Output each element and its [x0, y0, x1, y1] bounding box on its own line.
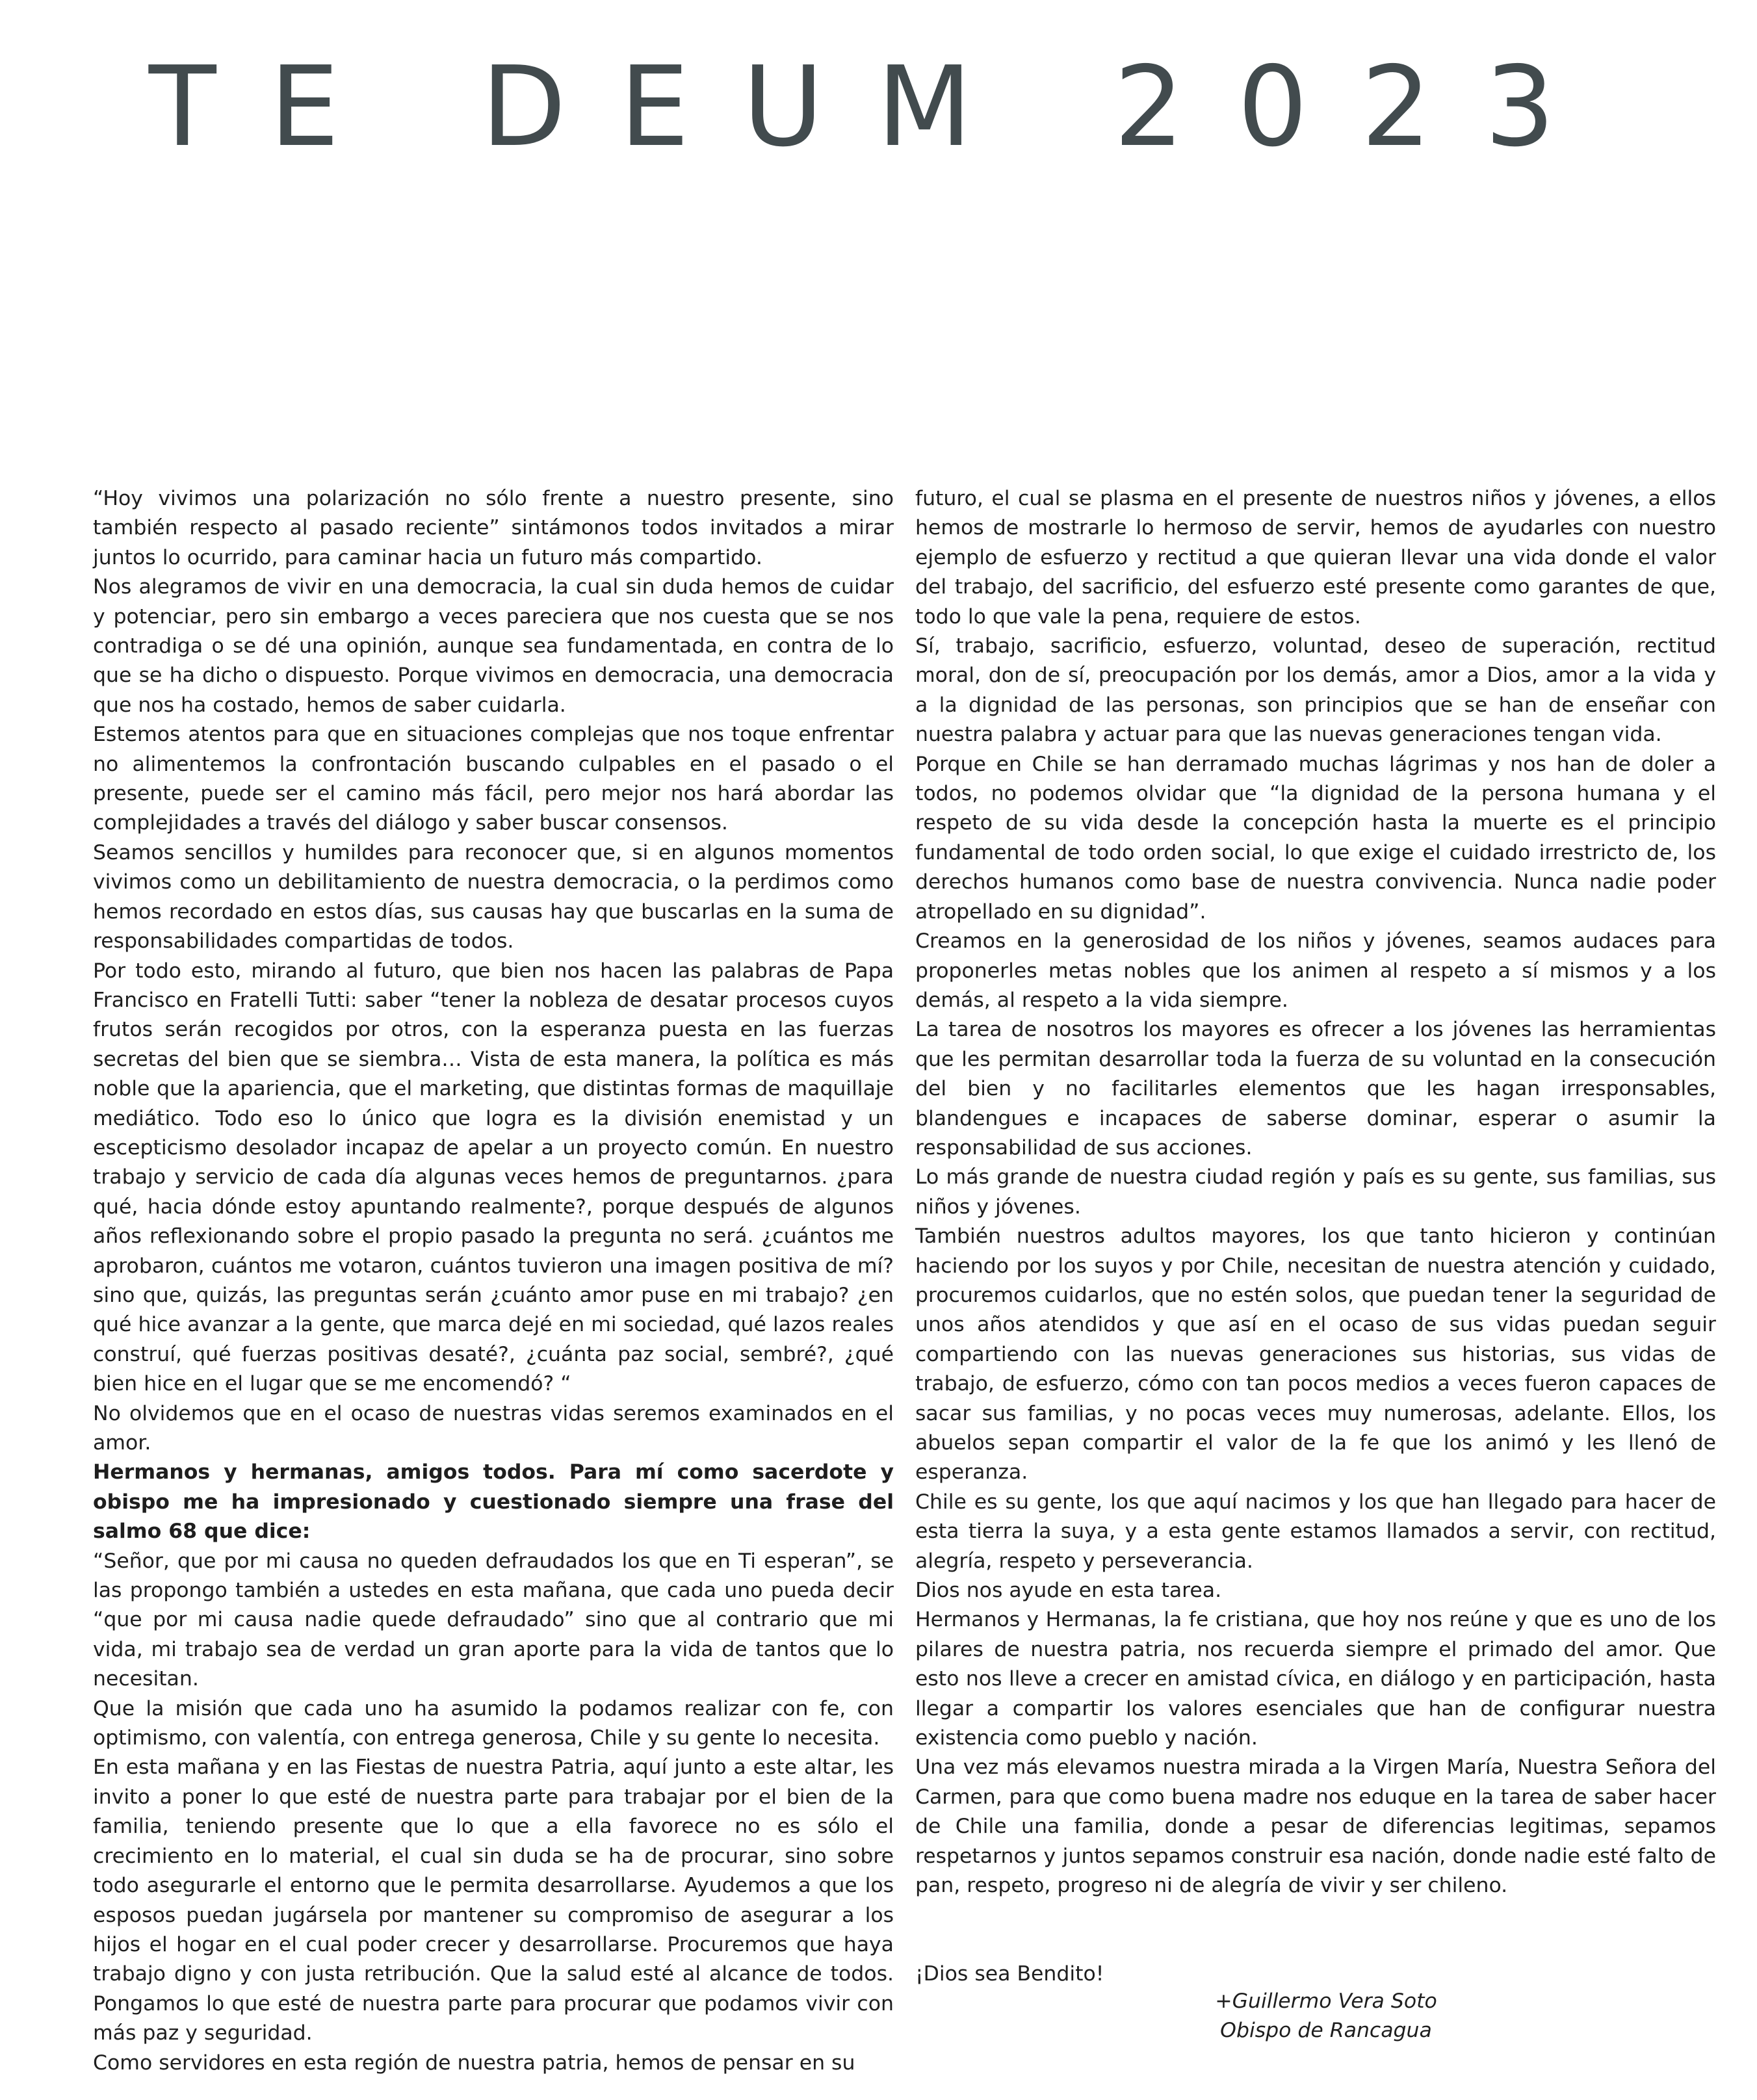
signature-name: +Guillermo Vera Soto	[1215, 1990, 1437, 2013]
paragraph: Porque en Chile se han derramado muchas lágrimas y nos han de doler a todos, no podemos olvidar que “la dignidad de la persona humana y el respeto de su vida desde la concepción hasta la muerte es el principio fundamental de todo orden social, lo que exige el cuidado irrestricto de, los derechos humanos como base de nuestra convivencia. Nunca nadie poder atropellado en su dignidad”.	[915, 752, 1716, 924]
spacer	[915, 1901, 1716, 1930]
paragraph: Como servidores en esta región de nuestra patria, hemos de pensar en su	[93, 2051, 855, 2075]
paragraph: Lo más grande de nuestra ciudad región y país es su gente, sus familias, sus niños y jóvenes.	[915, 1165, 1716, 1219]
paragraph: También nuestros adultos mayores, los que tanto hicieron y continúan haciendo por los suyos y por Chile, necesitan de nuestra atención y cuidado, procuremos cuidarlos, que no estén solos, que puedan tener la seguridad de unos años atendidos y que así en el ocaso de sus vidas puedan seguir compartiendo con las nuevas generaciones sus historias, sus vidas de trabajo, de esfuerzo, cómo con tan pocos medios a veces fueron capaces de sacar sus familias, y no pocas veces muy numerosas, adelante. Ellos, los abuelos sepan compartir el valor de la fe que los animó y les llenó de esperanza.	[915, 1225, 1716, 1484]
paragraph: Nos alegramos de vivir en una democracia, la cual sin duda hemos de cuidar y potenciar, pero sin embargo a veces pareciera que nos cuesta que se nos contradiga o se dé una opinión, aunque sea fundamentada, en contra de lo que se ha dicho o dispuesto. Porque vivimos en democracia, una democracia que nos ha costado, hemos de saber cuidarla.	[93, 575, 894, 717]
right-column	[915, 484, 1716, 1989]
paragraph: Por todo esto, mirando al futuro, que bien nos hacen las palabras de Papa Francisco en Fratelli Tutti: saber “tener la nobleza de desatar procesos cuyos frutos serán recogidos por otros, con la esperanza puesta en las fuerzas secretas del bien que se siembra… Vista de esta manera, la política es más noble que la apariencia, que el marketing, que distintas formas de maquillaje mediático. Todo eso lo único que logra es la división enemistad y un escepticismo desolador incapaz de apelar a un proyecto común. En nuestro trabajo y servicio de cada día algunas veces hemos de preguntarnos. ¿para qué, hacia dónde estoy apuntando realmente?, porque después de algunos años reflexionando sobre el propio pasado la pregunta no será. ¿cuántos me aprobaron, cuántos me votaron, cuántos tuvieron una imagen positiva de mí? sino que, quizás, las preguntas serán ¿cuánto amor puse en mi trabajo? ¿en qué hice avanzar a la gente, que marca dejé en mi sociedad, qué lazos reales construí, qué fuerzas positivas desaté?, ¿cuánta paz social, sembré?, ¿qué bien hice en el lugar que se me encomendó? “	[93, 959, 894, 1396]
bold-paragraph: Hermanos y hermanas, amigos todos. Para mí como sacerdote y obispo me ha impresionado y cuestionado siempre una frase del salmo 68 que dice:	[93, 1460, 894, 1544]
signature-block	[1105, 1987, 1547, 2046]
paragraph: Estemos atentos para que en situaciones complejas que nos toque enfrentar no alimentemos la confrontación buscando culpables en el pasado o el presente, puede ser el camino más fácil, pero mejor nos hará abordar las complejidades a través del diálogo y saber buscar consensos.	[93, 723, 894, 835]
paragraph: Sí, trabajo, sacrificio, esfuerzo, voluntad, deseo de superación, rectitud moral, don de sí, preocupación por los demás, amor a Dios, amor a la vida y a la dignidad de las personas, son principios que se han de enseñar con nuestra palabra y actuar para que las nuevas generaciones tengan vida.	[915, 634, 1716, 747]
paragraph: “Hoy vivimos una polarización no sólo frente a nuestro presente, sino también respecto al pasado reciente” sintámonos todos invitados a mirar juntos lo ocurrido, para caminar hacia un futuro más compartido.	[93, 487, 894, 569]
paragraph: Hermanos y Hermanas, la fe cristiana, que hoy nos reúne y que es uno de los pilares de nuestra patria, nos recuerda siempre el primado del amor. Que esto nos lleve a crecer en amistad cívica, en diálogo y en participación, hasta llegar a compartir los valores esenciales que han de configurar nuestra existencia como pueblo y nación.	[915, 1608, 1716, 1750]
paragraph: Seamos sencillos y humildes para reconocer que, si en algunos momentos vivimos como un debilitamiento de nuestra democracia, o la perdimos como hemos recordado en estos días, sus causas hay que buscarlas en la suma de responsabilidades compartidas de todos.	[93, 840, 894, 953]
paragraph: Que la misión que cada uno ha asumido la podamos realizar con fe, con optimismo, con valentía, con entrega generosa, Chile y su gente lo necesita.	[93, 1696, 894, 1750]
paragraph: La tarea de nosotros los mayores es ofrecer a los jóvenes las herramientas que les permitan desarrollar toda la fuerza de su voluntad en la consecución del bien y no facilitarles elementos que les hagan irresponsables, blandengues e incapaces de saberse dominar, esperar o asumir la responsabilidad de sus acciones.	[915, 1018, 1716, 1160]
paragraph: Dios nos ayude en esta tarea.	[915, 1579, 1222, 1603]
paragraph: Creamos en la generosidad de los niños y jóvenes, seamos audaces para proponerles metas nobles que los animen al respeto a sí mismos y a los demás, al respeto a la vida siempre.	[915, 929, 1716, 1012]
paragraph: En esta mañana y en las Fiestas de nuestra Patria, aquí junto a este altar, les invito a poner lo que esté de nuestra parte para trabajar por el bien de la familia, teniendo presente que lo que a ella favorece no es sólo el crecimiento en lo material, el cual sin duda se ha de procurar, sino sobre todo asegurarle el entorno que le permita desarrollarse. Ayudemos a que los esposos puedan jugársela por mantener su compromiso de asegurar a los hijos el hogar en el cual poder crecer y desarrollarse. Procuremos que haya trabajo digno y con justa retribución. Que la salud esté al alcance de todos. Pongamos lo que esté de nuestra parte para procurar que podamos vivir con más paz y seguridad.	[93, 1756, 894, 2045]
paragraph: No olvidemos que en el ocaso de nuestras vidas seremos examinados en el amor.	[93, 1401, 894, 1455]
paragraph: Una vez más elevamos nuestra mirada a la Virgen María, Nuestra Señora del Carmen, para que como buena madre nos eduque en la tarea de saber hacer de Chile una familia, donde a pesar de diferencias legitimas, sepamos respetarnos y juntos sepamos construir esa nación, donde nadie esté falto de pan, respeto, progreso ni de alegría de vivir y ser chileno.	[915, 1756, 1716, 1898]
page-title: TE DEUM 2023	[148, 43, 1609, 172]
paragraph: Chile es su gente, los que aquí nacimos y los que han llegado para hacer de esta tierra la suya, y a esta gente estamos llamados a servir, con rectitud, alegría, respeto y perseverancia.	[915, 1490, 1716, 1573]
spacer	[915, 1930, 1716, 1960]
signature-role: Obispo de Rancagua	[1220, 2019, 1432, 2043]
paragraph: futuro, el cual se plasma en el presente de nuestros niños y jóvenes, a ellos hemos de mostrarle lo hermoso de servir, hemos de ayudarles con nuestro ejemplo de esfuerzo y rectitud a que quieran llevar una vida donde el valor del trabajo, del sacrificio, del esfuerzo esté presente como garantes de que, todo lo que vale la pena, requiere de estos.	[915, 487, 1716, 629]
paragraph: “Señor, que por mi causa no queden defraudados los que en Ti esperan”, se las propongo también a ustedes en esta mañana, que cada uno pueda decir “que por mi causa nadie quede defraudado” sino que al contrario que mi vida, mi trabajo sea de verdad un gran aporte para la vida de tantos que lo necesitan.	[93, 1549, 894, 1691]
closing-line: ¡Dios sea Bendito!	[915, 1962, 1104, 1986]
left-column	[93, 484, 894, 2078]
